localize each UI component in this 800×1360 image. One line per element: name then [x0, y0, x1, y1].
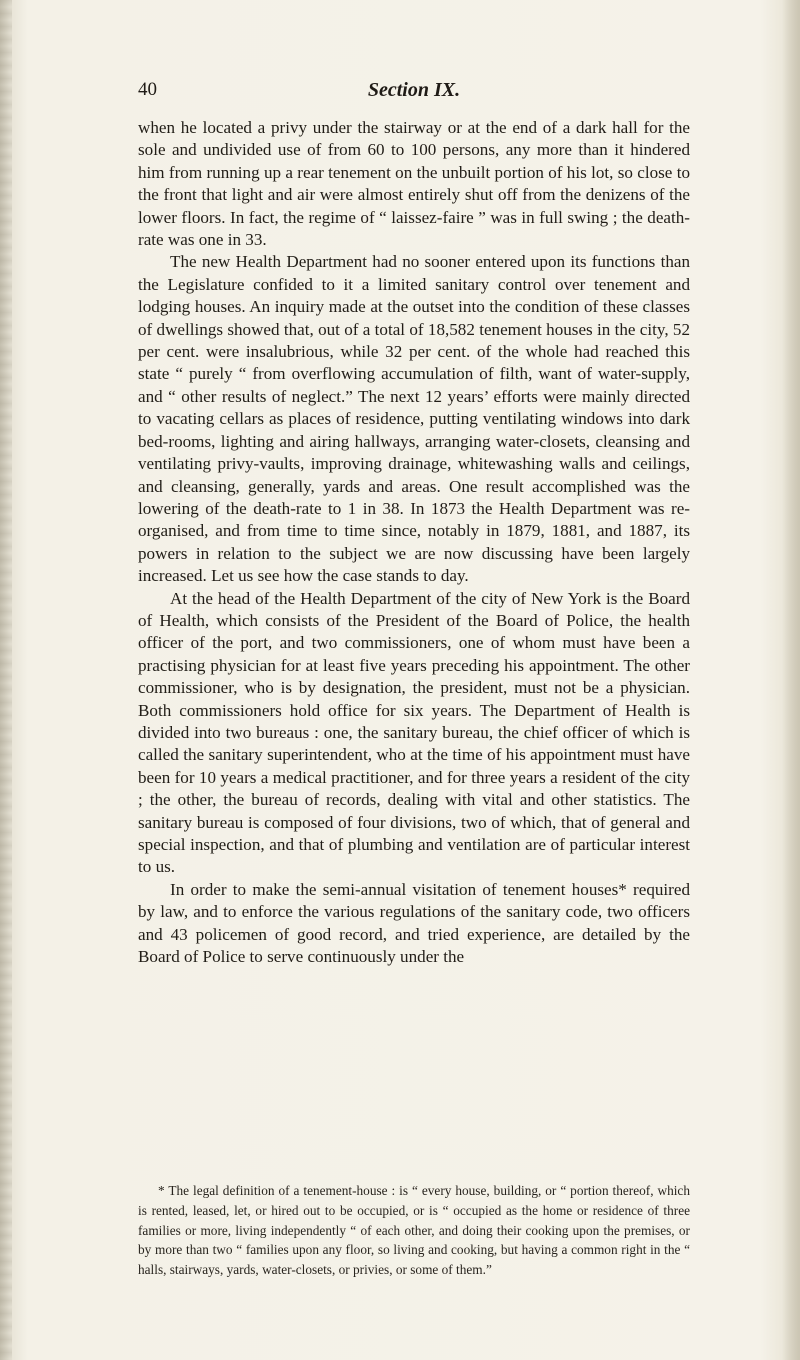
footnote — [138, 1181, 690, 1280]
paragraph-health-department: The new Health Department had no sooner entered upon its functions than the Legislature confided to it a limited sanitary control over tenement and lodging houses. An inquiry made at the outset into the condition of these classes of dwellings showed that, out of a total of 18,582 tenement houses in the city, 52 per cent. were insalubrious, while 32 per cent. of the whole had reached this state “ purely “ from overflowing accumulation of filth, want of water-supply, and “ other results of neglect.” The next 12 years’ efforts were mainly directed to vacating cellars as places of residence, putting ventilating windows into dark bed-rooms, lighting and airing hallways, arranging water-closets, cleansing and ventilating privy-vaults, improving drainage, whitewashing walls and ceilings, and cleansing, generally, yards and areas. One result accomplished was the lowering of the death-rate to 1 in 38. In 1873 the Health Department was re-organised, and from time to time since, notably in 1879, 1881, and 1887, its powers in relation to the subject we are now discussing have been largely increased. Let us see how the case stands to day. — [138, 252, 690, 586]
footnote-text: * The legal definition of a tenement-house : is “ every house, building, or “ portion thereof, which is rented, leased, let, or hired out to be occupied, or is “ occupied as the home or residence of three families or more, living independently “ of each other, and doing their cooking upon the premises, or by more than two “ families upon any floor, so living and cooking, but having a common right in the “ halls, stairways, yards, water-closets, or privies, or some of them.” — [138, 1183, 690, 1278]
paragraph-visitation: In order to make the semi-annual visitation of tenement houses* required by law, and to enforce the various regulations of the sanitary code, two officers and 43 policemen of good record, and tried experience, are detailed by the Board of Police to serve continuously under the — [138, 879, 690, 967]
page-header — [138, 79, 690, 105]
paragraph-board-of-health: At the head of the Health Department of the city of New York is the Board of Health, which consists of the President of the Board of Police, the health officer of the port, and two commissioners, one of whom must have been a practising physician for at least five years preceding his appointment. The other commissioner, who is by designation, the president, must not be a physician. Both commissioners hold office for six years. The Department of Health is divided into two bureaus : one, the sanitary bureau, the chief officer of which is called the sanitary superintendent, who at the time of his appointment must have been for 10 years a medical practitioner, and for three years a resident of the city ; the other, the bureau of records, dealing with vital and other statistics. The sanitary bureau is composed of four divisions, two of which, that of general and special inspection, and that of plumbing and ventilation are of particular interest to us. — [138, 588, 690, 877]
main-text — [138, 117, 690, 968]
paragraph-continuation: when he located a privy under the stairway or at the end of a dark hall for the sole and undivided use of from 60 to 100 persons, any more than it hindered him from running up a rear tenement on the unbuilt portion of his lot, so close to the front that light and air were almost entirely shut off from the denizens of the lower floors. In fact, the regime of “ laissez-faire ” was in full swing ; the death-rate was one in 33. — [138, 118, 690, 250]
running-head: Section IX. — [367, 79, 461, 101]
page-left-edge — [0, 0, 12, 1360]
page-number: 40 — [138, 79, 157, 100]
page-right-edge — [782, 0, 800, 1360]
